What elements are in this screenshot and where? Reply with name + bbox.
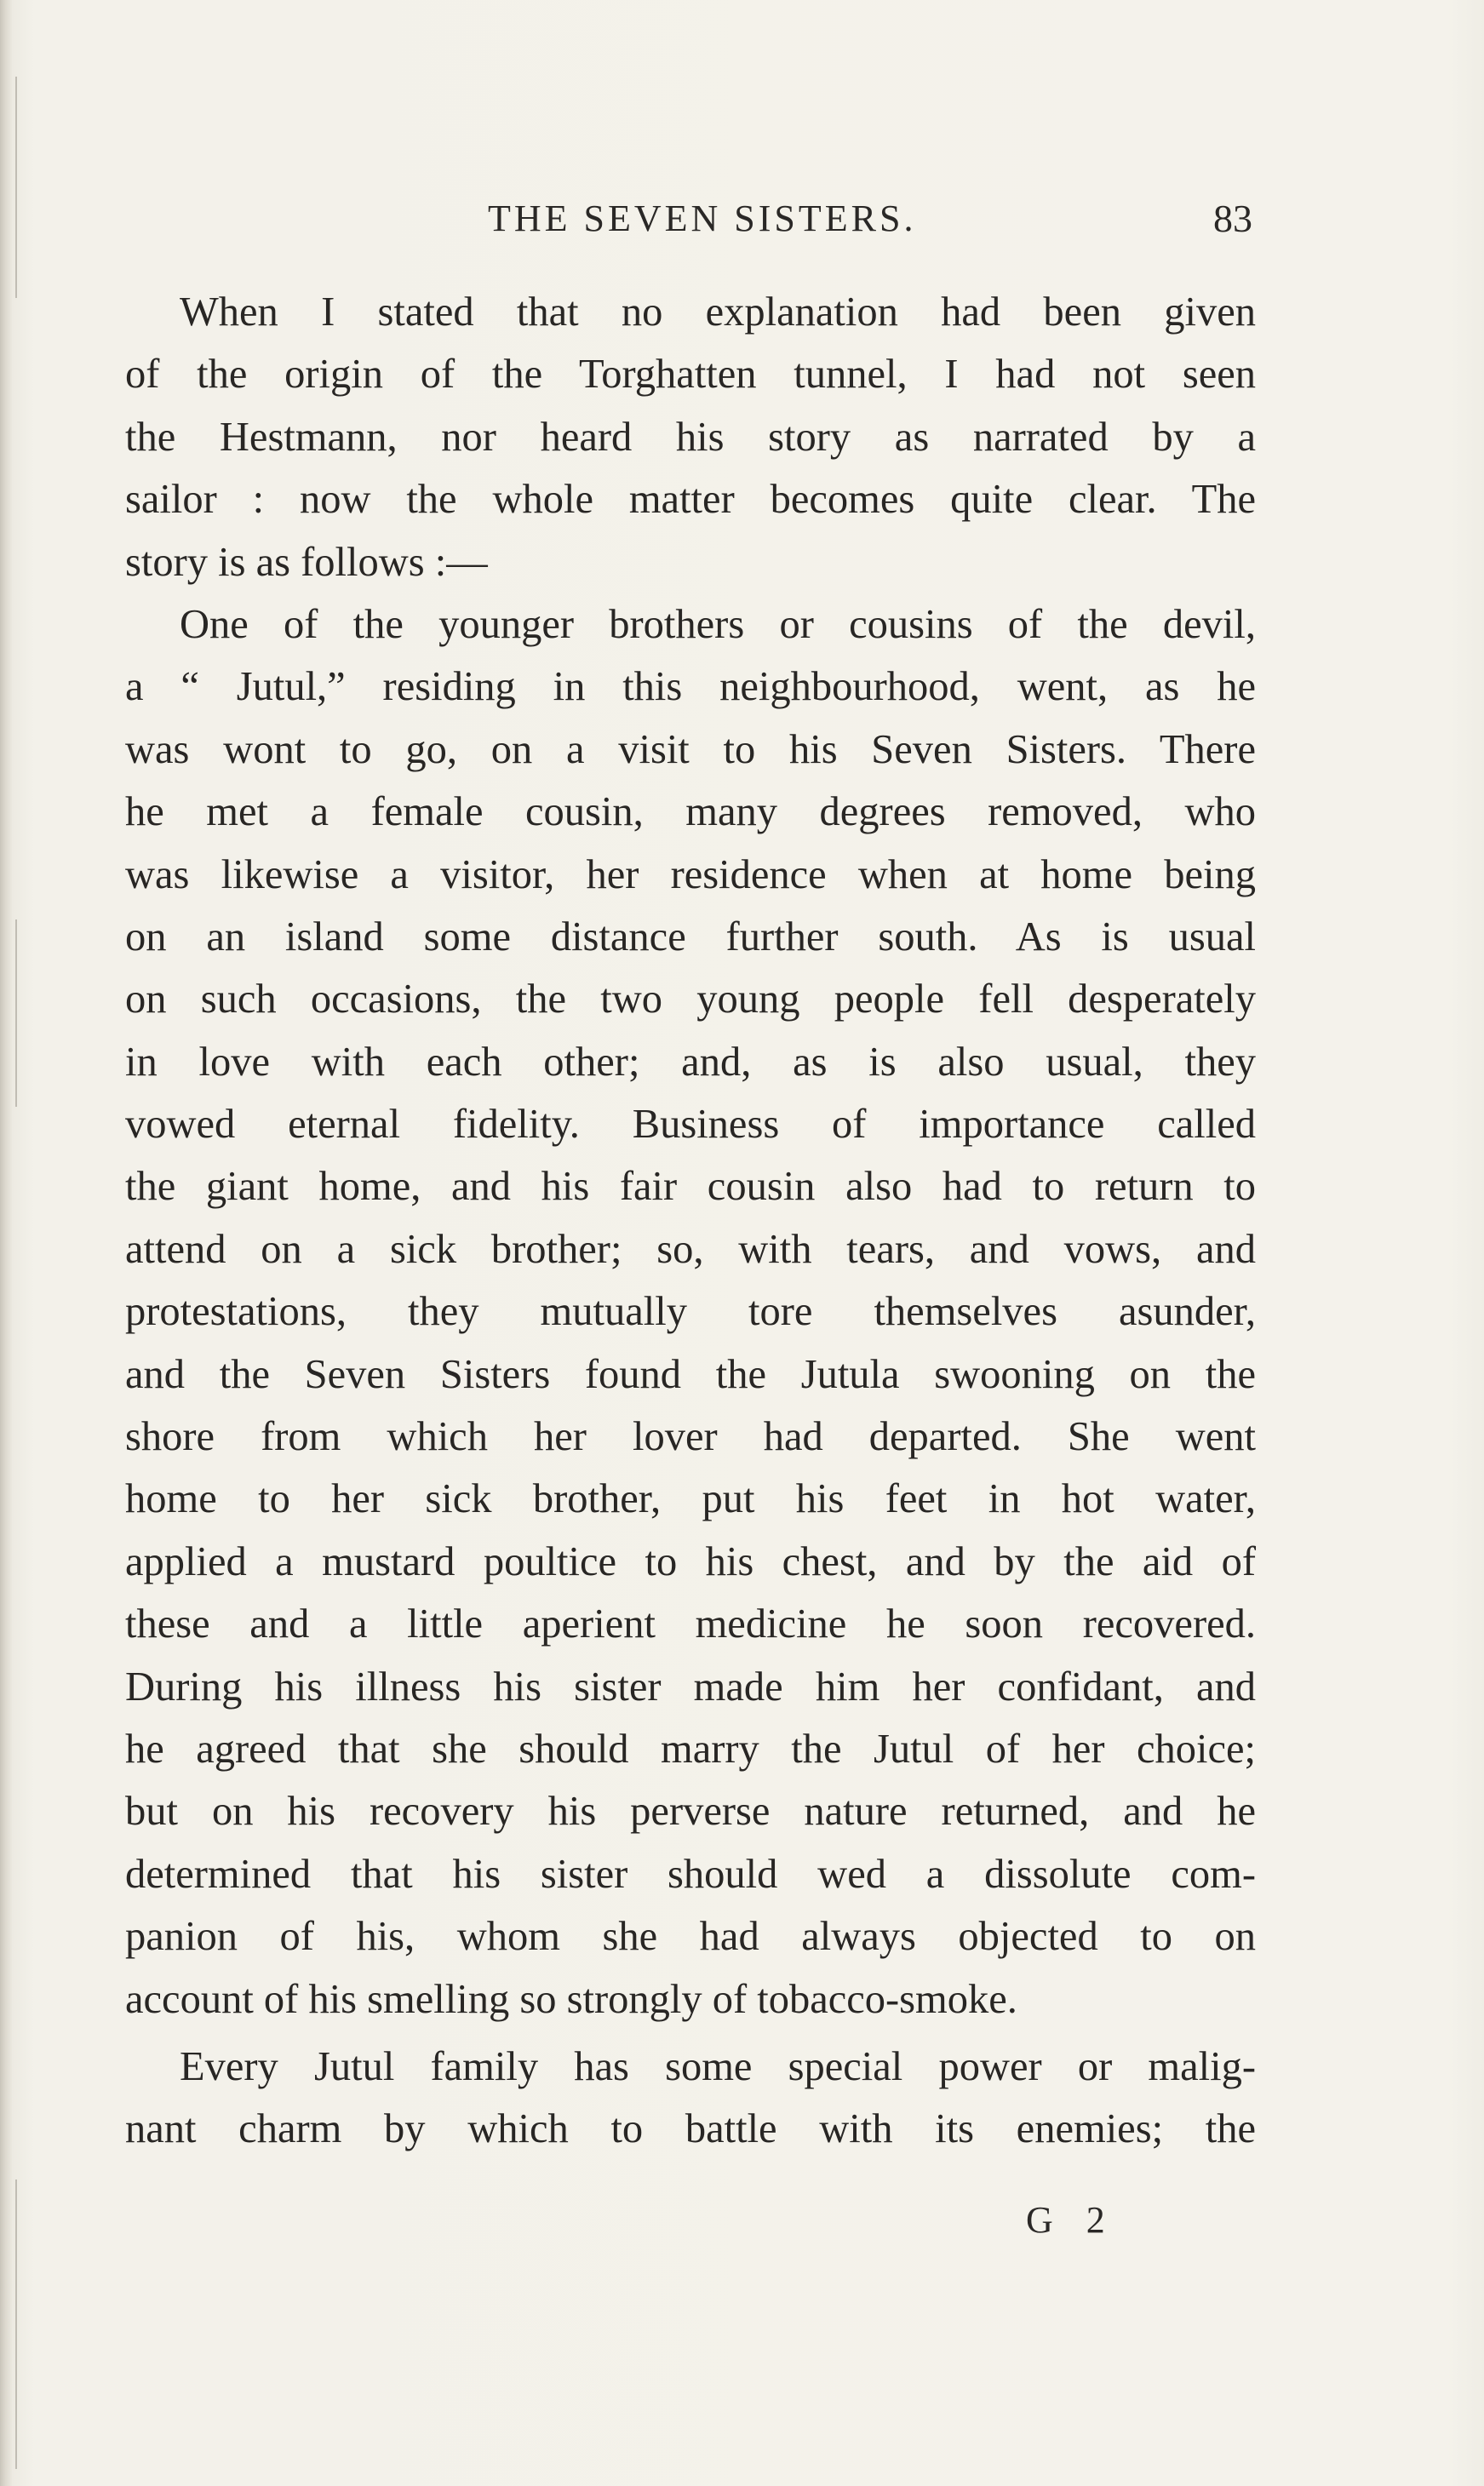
- text-line: the Hestmann, nor heard his story as narrated by a: [125, 414, 1256, 460]
- text-line: protestations, they mutually tore themselves asunder,: [125, 1289, 1256, 1335]
- text-line: When I stated that no explanation had been given: [180, 289, 1256, 335]
- text-line: During his illness his sister made him her confidant, and: [125, 1664, 1256, 1710]
- page-number: 83: [1213, 197, 1252, 240]
- text-line: of the origin of the Torghatten tunnel, I had not seen: [125, 352, 1256, 398]
- text-line: home to her sick brother, put his feet in hot water,: [125, 1476, 1256, 1522]
- text-line: in love with each other; and, as is also usual, they: [125, 1039, 1256, 1085]
- text-line: on such occasions, the two young people fell desperately: [125, 977, 1256, 1022]
- text-line: nant charm by which to battle with its enemies; the: [125, 2106, 1256, 2152]
- text-line: attend on a sick brother; so, with tears, and vows, and: [125, 1226, 1256, 1272]
- text-line: applied a mustard poultice to his chest, and by the aid of: [125, 1538, 1256, 1584]
- text-line: but on his recovery his perverse nature returned, and he: [125, 1789, 1256, 1835]
- text-line: shore from which her lover had departed. She went: [125, 1414, 1256, 1460]
- text-line: was likewise a visitor, her residence when at home being: [125, 851, 1256, 897]
- binding-shadow-line: [15, 77, 17, 298]
- text-line: Every Jutul family has some special power or malig-: [180, 2043, 1256, 2089]
- text-line: a “ Jutul,” residing in this neighbourhood, went, as he: [125, 664, 1256, 710]
- text-line: vowed eternal fidelity. Business of importance called: [125, 1102, 1256, 1148]
- text-line: sailor : now the whole matter becomes quite clear. The: [125, 477, 1256, 523]
- binding-shadow-line: [15, 2180, 17, 2469]
- text-line: on an island some distance further south. As is usual: [125, 914, 1256, 959]
- body-text: [125, 281, 1256, 2161]
- running-head: [0, 189, 1484, 249]
- binding-edge: [0, 0, 12, 2486]
- text-line: story is as follows :—: [125, 539, 488, 585]
- running-title: THE SEVEN SISTERS.: [488, 198, 917, 239]
- text-line: he met a female cousin, many degrees removed, who: [125, 789, 1256, 835]
- text-line: One of the younger brothers or cousins of the devil,: [180, 601, 1256, 647]
- text-line: the giant home, and his fair cousin also had to return to: [125, 1164, 1256, 1210]
- text-line: account of his smelling so strongly of tobacco-smoke.: [125, 1976, 1017, 2022]
- text-line: he agreed that she should marry the Jutul of her choice;: [125, 1726, 1256, 1772]
- signature-mark: G 2: [1026, 2199, 1117, 2241]
- text-line: determined that his sister should wed a dissolute com-: [125, 1851, 1256, 1897]
- text-line: was wont to go, on a visit to his Seven Sisters. There: [125, 726, 1256, 772]
- text-line: and the Seven Sisters found the Jutula swooning on the: [125, 1351, 1256, 1397]
- text-line: panion of his, whom she had always objected to on: [125, 1914, 1256, 1960]
- binding-shadow-line: [15, 919, 17, 1107]
- text-line: these and a little aperient medicine he soon recovered.: [125, 1601, 1256, 1647]
